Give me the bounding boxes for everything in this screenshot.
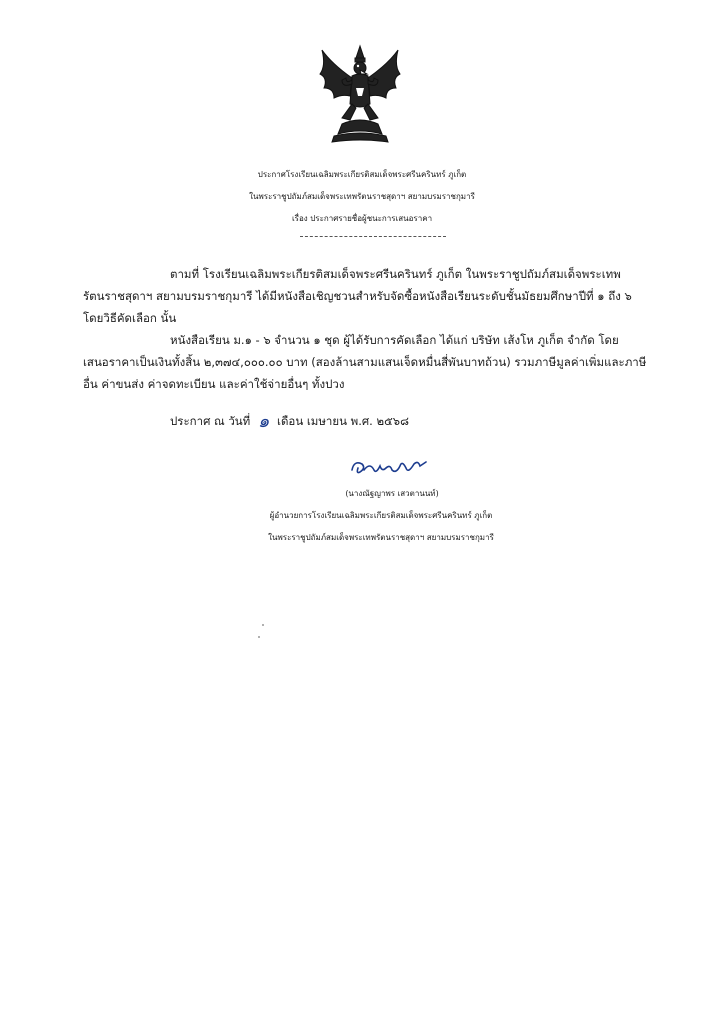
- announcement-patronage: ในพระราชูปถัมภ์สมเด็จพระเทพรัตนราชสุดาฯ สยามบรมราชกุมารี: [249, 192, 475, 201]
- paragraph-1-line-2: รัตนราชสุดาฯ สยามบรมราชกุมารี ได้มีหนังสือเชิญชวนสำหรับจัดซื้อหนังสือเรียนระดับชั้นมัธยมศึกษาปีที่ ๑ ถึง ๖: [83, 289, 632, 303]
- signature-image: [348, 456, 430, 478]
- scan-speck: [262, 624, 264, 626]
- signer-position-2: ในพระราชูปถัมภ์สมเด็จพระเทพรัตนราชสุดาฯ สยามบรมราชกุมารี: [268, 533, 494, 542]
- date-day-handwritten: ๑: [257, 411, 270, 432]
- announcement-title: ประกาศโรงเรียนเฉลิมพระเกียรติสมเด็จพระศรีนครินทร์ ภูเก็ต: [257, 170, 467, 179]
- date-prefix: ประกาศ ณ วันที่: [170, 414, 251, 428]
- garuda-emblem-icon: [312, 44, 408, 144]
- paragraph-2-line-2: เสนอราคาเป็นเงินทั้งสิ้น ๒,๓๗๔,๐๐๐.๐๐ บาท (สองล้านสามแสนเจ็ดหมื่นสี่พันบาทถ้วน) รวมภาษีมูลค่าเพิ่มและภาษี: [83, 355, 647, 369]
- signer-name: (นางณัฐญาพร เสวตานนท์): [345, 489, 439, 498]
- announcement-subject: เรื่อง ประกาศรายชื่อผู้ชนะการเสนอราคา: [291, 214, 433, 223]
- paragraph-2-line-3: อื่น ค่าขนส่ง ค่าจดทะเบียน และค่าใช้จ่ายอื่นๆ ทั้งปวง: [83, 377, 345, 391]
- announcement-date: [170, 413, 409, 430]
- date-suffix: เดือน เมษายน พ.ศ. ๒๕๖๘: [277, 414, 409, 428]
- paragraph-2-line-1: หนังสือเรียน ม.๑ - ๖ จำนวน ๑ ชุด ผู้ได้รับการคัดเลือก ได้แก่ บริษัท เส้งโห ภูเก็ต จำกัด โดย: [170, 333, 619, 347]
- scan-speck: [258, 636, 260, 638]
- header-divider: [300, 236, 446, 237]
- paragraph-1-line-1: ตามที่ โรงเรียนเฉลิมพระเกียรติสมเด็จพระศรีนครินทร์ ภูเก็ต ในพระราชูปถัมภ์สมเด็จพระเทพ: [170, 267, 621, 281]
- paragraph-1-line-3: โดยวิธีคัดเลือก นั้น: [83, 311, 177, 325]
- signer-position-1: ผู้อำนวยการโรงเรียนเฉลิมพระเกียรติสมเด็จพระศรีนครินทร์ ภูเก็ต: [269, 511, 493, 520]
